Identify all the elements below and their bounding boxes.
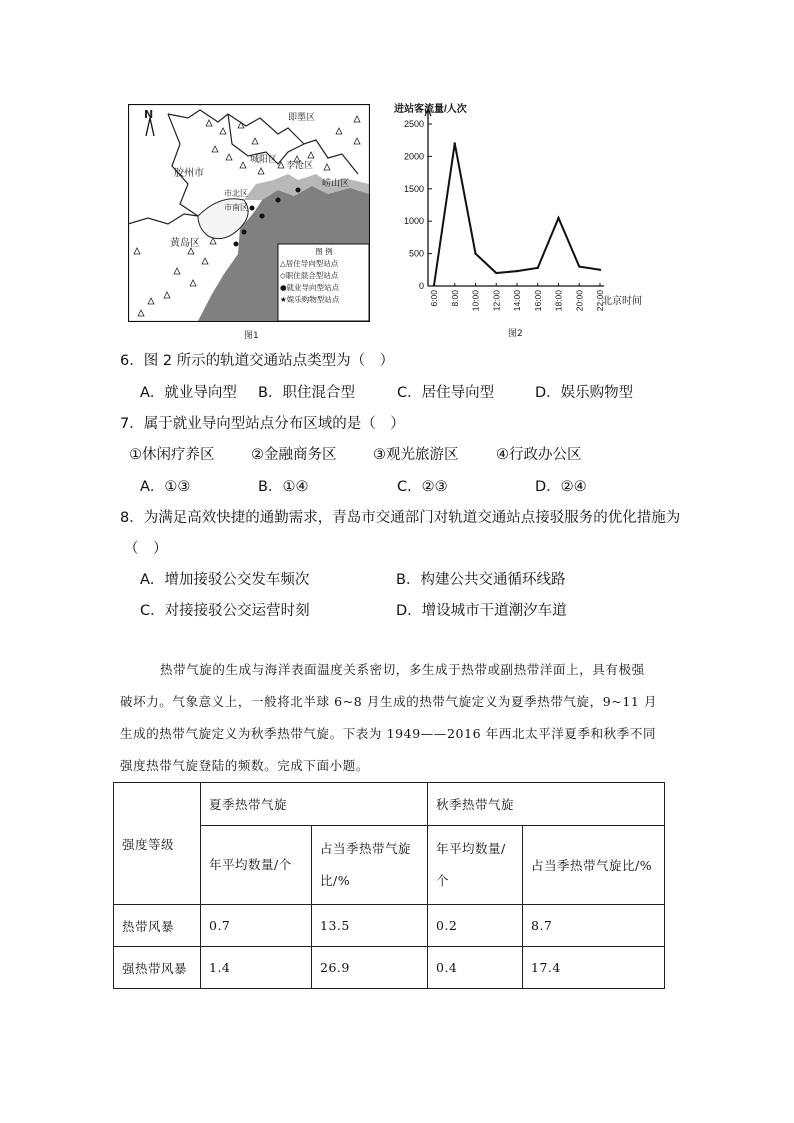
q7-item-1: ①休闲疗养区 — [129, 447, 215, 463]
legend-item — [280, 282, 368, 294]
passage-line: 强度热带气旋登陆的频数。完成下面小题。 — [120, 758, 369, 773]
passage-line: 生成的热带气旋定义为秋季热带气旋。下表为 1949——2016 年西北太平洋夏季和秋季不同 — [120, 726, 657, 741]
table-cell: 8.7 — [523, 905, 665, 947]
question-7-stem: 7．属于就业导向型站点分布区域的是（ ） — [120, 416, 405, 432]
y-tick-label: 1000 — [403, 216, 424, 227]
star-icon: ★ — [280, 295, 287, 304]
region-label-jimo: 即墨区 — [288, 113, 316, 123]
q6-option-d[interactable]: D．娱乐购物型 — [535, 385, 634, 401]
passage-line: 破坏力。气象意义上，一般将北半球 6~8 月生成的热带气旋定义为夏季热带气旋，9~11 月 — [120, 694, 658, 709]
data-point — [578, 265, 580, 267]
y-axis-title: 进站客流量/人次 — [394, 104, 467, 115]
y-tick-label: 2000 — [403, 151, 424, 162]
passage-line: 热带气旋的生成与海洋表面温度关系密切，多生成于热带或副热带洋面上，具有极强 — [160, 662, 645, 677]
table-cell: 0.4 — [428, 947, 523, 989]
north-label: N — [144, 108, 154, 121]
q7-item-3: ③观光旅游区 — [373, 447, 459, 463]
region-label-shinan: 市南区 — [224, 203, 248, 212]
y-tick-label: 500 — [408, 248, 424, 259]
q7-item-2: ②金融商务区 — [251, 447, 337, 463]
region-label-chengyang: 城阳区 — [250, 155, 278, 165]
table-cell: 强热带风暴 — [114, 947, 201, 989]
question-8-stem: 8．为满足高效快捷的通勤需求，青岛市交通部门对轨道交通站点接驳服务的优化措施为 — [120, 510, 681, 526]
table-subheader: 占当季热带气旋比/% — [523, 826, 665, 905]
q6-option-c[interactable]: C．居住导向型 — [397, 385, 495, 401]
legend-label: 职住混合型站点 — [285, 271, 339, 280]
q7-option-a[interactable]: A．①③ — [140, 479, 191, 495]
data-point — [474, 252, 476, 254]
q8-option-b[interactable]: B．构建公共交通循环线路 — [396, 572, 566, 588]
table-cell: 17.4 — [523, 947, 665, 989]
question-8-stem-continued: （ ） — [124, 541, 168, 557]
q8-option-a[interactable]: A．增加接驳公交发车频次 — [140, 572, 310, 588]
table-cell: 0.2 — [428, 905, 523, 947]
q7-option-c[interactable]: C．②③ — [397, 479, 448, 495]
q7-item-4: ④行政办公区 — [496, 447, 582, 463]
legend-item — [280, 294, 368, 306]
q6-option-b[interactable]: B．职住混合型 — [258, 385, 355, 401]
x-axis-title: 北京时间 — [602, 296, 642, 307]
dot-icon: ● — [280, 283, 287, 292]
data-point — [516, 270, 518, 272]
region-label-huangdao: 黄岛区 — [170, 238, 200, 249]
q8-option-c[interactable]: C．对接接驳公交运营时刻 — [140, 603, 310, 619]
series-line — [434, 143, 600, 285]
data-point — [557, 217, 559, 219]
figure-2-chart — [392, 100, 652, 325]
x-tick-label: 20:00 — [574, 290, 585, 312]
table-subheader: 年平均数量/个 — [201, 826, 312, 905]
q7-option-d[interactable]: D．②④ — [535, 479, 587, 495]
cyclone-table — [113, 782, 665, 989]
legend-title: 图 例 — [315, 247, 333, 256]
table-row — [114, 947, 665, 989]
x-tick-label: 16:00 — [532, 290, 543, 312]
table-subheader: 年平均数量/个 — [428, 826, 523, 905]
region-label-laoshan: 崂山区 — [322, 179, 350, 189]
table-cell: 1.4 — [201, 947, 312, 989]
triangle-icon: △ — [280, 259, 286, 268]
table-cell: 13.5 — [312, 905, 428, 947]
map-legend — [280, 246, 368, 306]
data-point — [495, 272, 497, 274]
table-subheader: 占当季热带气旋比/% — [312, 826, 428, 905]
question-6-stem: 6．图 2 所示的轨道交通站点类型为（ ） — [120, 353, 395, 369]
table-row — [114, 905, 665, 947]
x-tick-label: 10:00 — [470, 290, 481, 312]
region-label-jiaozhou: 胶州市 — [174, 168, 204, 179]
data-point — [599, 269, 601, 271]
region-label-shibei: 市北区 — [224, 189, 248, 198]
legend-item — [280, 258, 368, 270]
y-tick-label: 2500 — [403, 119, 424, 129]
legend-label: 就业导向型站点 — [286, 283, 340, 292]
diamond-icon: ◇ — [280, 271, 286, 280]
table-cell: 26.9 — [312, 947, 428, 989]
data-point — [537, 267, 539, 269]
x-tick-label: 6:00 — [429, 290, 439, 307]
region-label-licang: 李沧区 — [286, 161, 314, 171]
figure-1-caption: 图1 — [244, 331, 259, 341]
q6-option-a[interactable]: A．就业导向型 — [140, 385, 237, 401]
figure-2-caption: 图2 — [508, 329, 523, 339]
y-tick-label: 0 — [418, 281, 424, 291]
x-tick-label: 22:00 — [595, 290, 605, 312]
x-tick-label: 18:00 — [553, 290, 564, 312]
x-tick-label: 14:00 — [512, 290, 522, 312]
legend-label: 居住导向型站点 — [285, 259, 339, 268]
line-chart — [392, 100, 652, 325]
data-point — [454, 142, 456, 144]
legend-label: 娱乐购物型站点 — [286, 295, 340, 304]
data-point — [433, 284, 435, 286]
y-tick-label: 1500 — [403, 183, 424, 194]
table-header-autumn: 秋季热带气旋 — [428, 783, 665, 826]
table-header-summer: 夏季热带气旋 — [201, 783, 428, 826]
q7-option-b[interactable]: B．①④ — [258, 479, 309, 495]
x-tick-label: 8:00 — [449, 290, 460, 307]
table-cell: 0.7 — [201, 905, 312, 947]
x-tick-label: 12:00 — [491, 290, 502, 312]
figure-1-map — [128, 104, 370, 322]
q8-option-d[interactable]: D．增设城市干道潮汐车道 — [396, 603, 567, 619]
legend-item — [280, 270, 368, 282]
table-cell: 热带风暴 — [114, 905, 201, 947]
table-header-grade: 强度等级 — [114, 783, 201, 905]
